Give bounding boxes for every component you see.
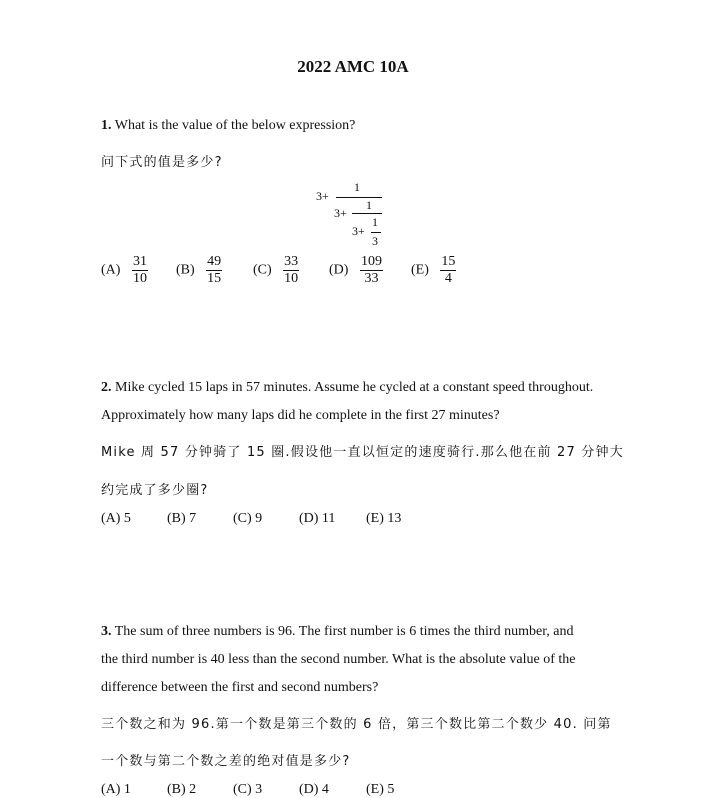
choice-fraction <box>440 254 456 287</box>
fraction-denominator: 10 <box>132 271 147 286</box>
choice-label: (E) <box>411 262 429 278</box>
fraction-denominator: 10 <box>284 271 299 286</box>
q2-choice-e: (E) 13 <box>366 511 402 526</box>
fraction-denominator: 15 <box>207 271 222 286</box>
fraction-numerator: 49 <box>207 254 222 269</box>
fraction-numerator: 31 <box>132 254 147 269</box>
choice-fraction <box>360 254 383 287</box>
question-3-chinese-1: 三个数之和为 96.第一个数是第三个数的 6 倍，第三个数比第二个数少 40. 问第 <box>101 717 612 732</box>
question-1-text <box>101 118 355 134</box>
fraction-numerator: 15 <box>441 254 456 269</box>
q1-choice-e <box>411 254 456 287</box>
cf-numerator-2: 1 <box>366 198 372 212</box>
cf-numerator-1: 1 <box>354 180 360 194</box>
page-title: 2022 AMC 10A <box>297 57 409 76</box>
question-3-line-2: the third number is 40 less than the second number. What is the absolute value of the <box>101 652 576 667</box>
question-2-line-2: Approximately how many laps did he complete in the first 27 minutes? <box>101 408 500 423</box>
choice-label: (D) <box>329 262 349 278</box>
q2-choice-b: (B) 7 <box>167 511 197 526</box>
question-2-line-1 <box>101 380 593 396</box>
choice-label: (A) <box>101 262 121 278</box>
choice-label: (C) <box>253 262 272 278</box>
choice-fraction <box>132 254 148 287</box>
continued-fraction-expression <box>316 180 396 252</box>
question-2-prompt: Mike cycled 15 laps in 57 minutes. Assume he cycled at a constant speed throughout. <box>115 380 594 395</box>
choice-fraction <box>206 254 222 287</box>
q2-choice-c: (C) 9 <box>233 511 263 526</box>
choice-label: (B) <box>176 262 195 278</box>
cf-numerator-3: 1 <box>372 215 378 229</box>
q3-choice-a: (A) 1 <box>101 782 131 797</box>
question-2-chinese-2: 约完成了多少圈? <box>101 483 209 498</box>
cf-term-1: 3+ <box>316 189 329 203</box>
question-1-number: 1. <box>101 118 112 133</box>
fraction-denominator: 4 <box>444 271 452 286</box>
cf-bar-2 <box>352 213 382 214</box>
cf-term-2: 3+ <box>334 206 347 220</box>
question-3-number: 3. <box>101 624 112 639</box>
q2-choice-a: (A) 5 <box>101 511 131 526</box>
q1-choice-a <box>101 254 148 287</box>
q2-choice-d: (D) 11 <box>299 511 336 526</box>
choice-fraction <box>283 254 299 287</box>
q3-choice-e: (E) 5 <box>366 782 395 797</box>
fraction-numerator: 33 <box>284 254 299 269</box>
question-3-line-1 <box>101 624 574 640</box>
question-3-chinese-2: 一个数与第二个数之差的绝对值是多少? <box>101 754 351 769</box>
question-1-chinese: 问下式的值是多少? <box>101 155 223 170</box>
q3-choice-d: (D) 4 <box>299 782 329 797</box>
fraction-denominator: 33 <box>364 271 379 286</box>
cf-bar-3 <box>371 232 381 233</box>
question-3-line-3: difference between the first and second numbers? <box>101 680 379 695</box>
q1-choice-d <box>329 254 383 287</box>
question-2-number: 2. <box>101 380 112 395</box>
question-3-prompt: The sum of three numbers is 96. The first number is 6 times the third number, and <box>114 624 574 639</box>
question-2-chinese-1: Mike 周 57 分钟骑了 15 圈.假设他一直以恒定的速度骑行.那么他在前 27 分钟大 <box>101 445 624 460</box>
fraction-numerator: 109 <box>360 254 382 269</box>
q3-choice-c: (C) 3 <box>233 782 263 797</box>
question-1-prompt: What is the value of the below expression? <box>114 118 356 133</box>
q1-choice-c <box>253 254 299 287</box>
q1-choice-b <box>176 254 222 287</box>
cf-term-3: 3+ <box>352 224 365 238</box>
cf-bar-1 <box>336 197 382 198</box>
q3-choice-b: (B) 2 <box>167 782 197 797</box>
cf-denominator-3: 3 <box>372 234 378 248</box>
